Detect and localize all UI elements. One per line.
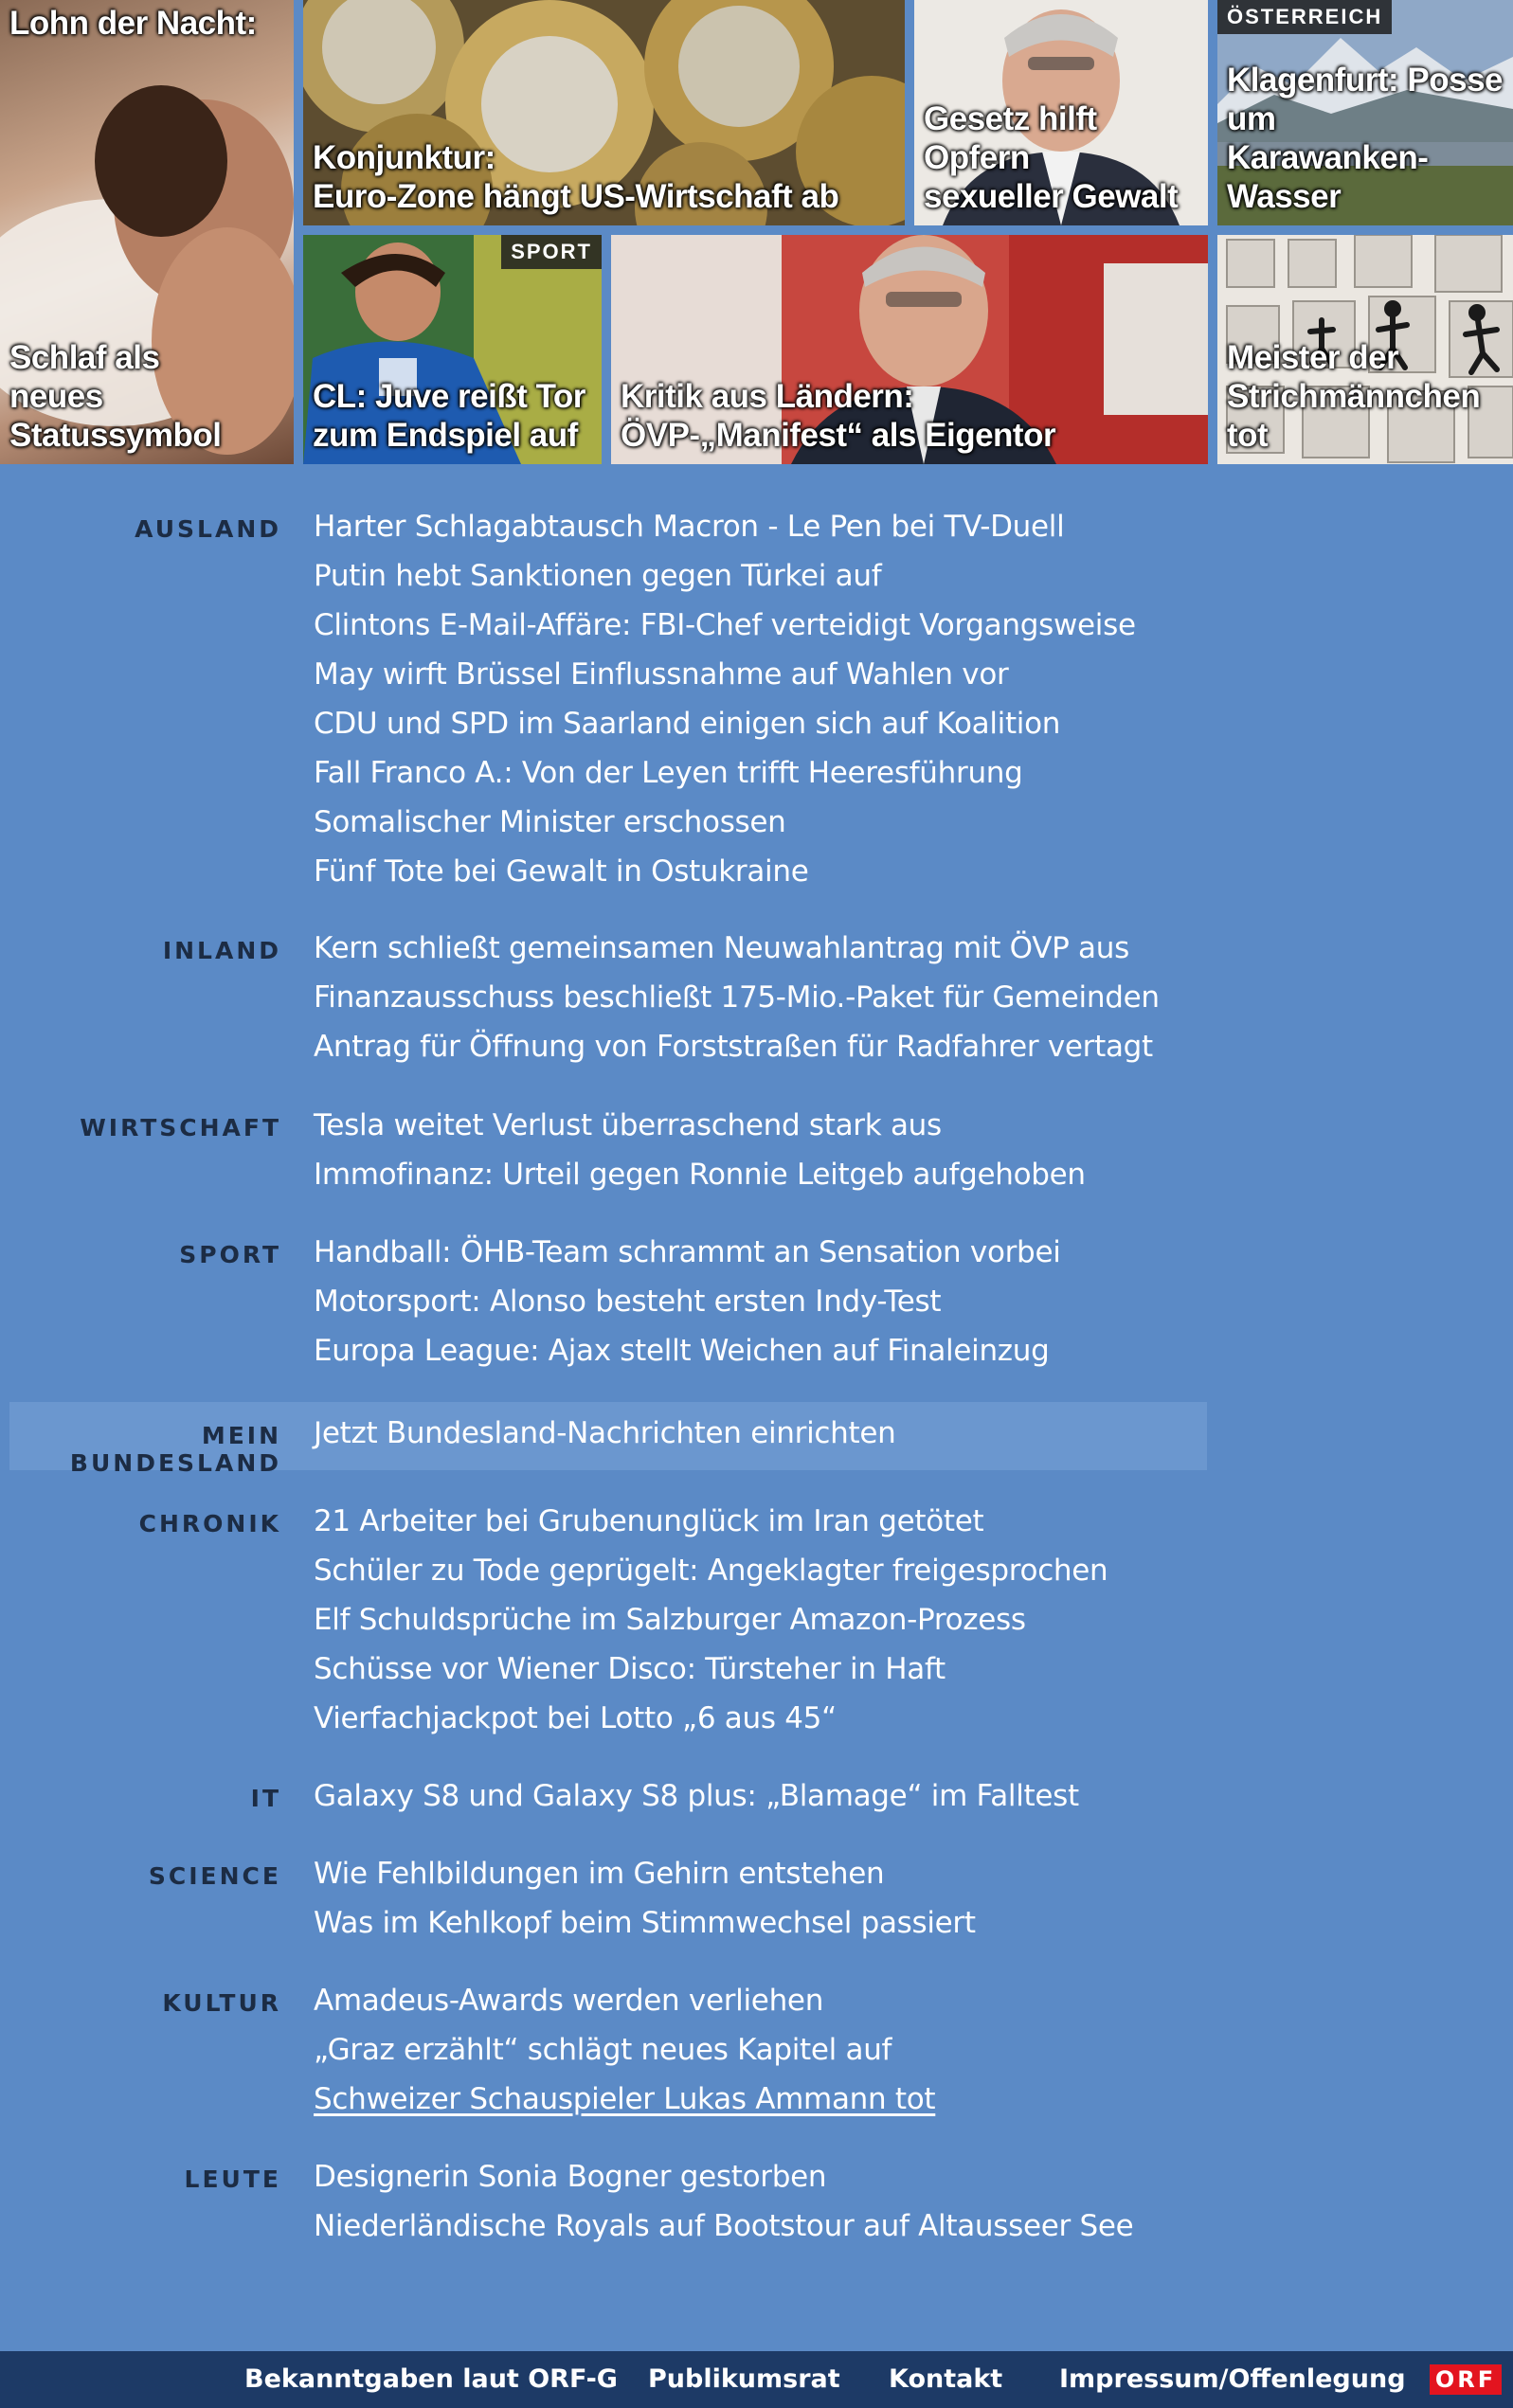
headline-link[interactable]: Schüler zu Tode geprügelt: Angeklagter freigesprochen bbox=[314, 1554, 1108, 1588]
headline-link[interactable]: Elf Schuldsprüche im Salzburger Amazon-Prozess bbox=[314, 1603, 1026, 1637]
section-category[interactable]: MEIN BUNDESLAND bbox=[69, 1422, 281, 1477]
footer-link-bekanntgaben[interactable]: Bekanntgaben laut ORF-G bbox=[244, 2364, 618, 2394]
headline-link[interactable]: Niederländische Royals auf Bootstour auf Altausseer See bbox=[314, 2209, 1134, 2243]
teaser-gesetz[interactable] bbox=[914, 0, 1208, 225]
headline-list bbox=[314, 502, 1136, 896]
footer-link-impressum[interactable]: Impressum/Offenlegung bbox=[1059, 2364, 1406, 2394]
teaser-strichmaennchen[interactable] bbox=[1217, 235, 1513, 464]
headline-list bbox=[314, 1976, 935, 2124]
headline-link[interactable]: Finanzausschuss beschließt 175-Mio.-Paket für Gemeinden bbox=[314, 980, 1160, 1015]
headline-list bbox=[314, 1101, 1086, 1199]
headline-link[interactable]: Was im Kehlkopf beim Stimmwechsel passiert bbox=[314, 1906, 976, 1940]
headline-link[interactable]: Tesla weitet Verlust überraschend stark aus bbox=[314, 1108, 942, 1142]
section-category[interactable]: SPORT bbox=[179, 1241, 281, 1268]
headline-link[interactable]: Jetzt Bundesland-Nachrichten einrichten bbox=[314, 1416, 896, 1450]
teaser-caption: Meister der Strichmännchen tot bbox=[1227, 339, 1481, 454]
teaser-caption: Kritik aus Ländern: ÖVP-„Manifest“ als Eigentor bbox=[621, 378, 1056, 454]
section-category[interactable]: IT bbox=[250, 1785, 281, 1812]
teaser-kritik[interactable] bbox=[611, 235, 1208, 464]
headline-link[interactable]: Somalischer Minister erschossen bbox=[314, 805, 786, 839]
headline-link[interactable]: Amadeus-Awards werden verliehen bbox=[314, 1984, 824, 2018]
section-category[interactable]: LEUTE bbox=[184, 2165, 281, 2193]
footer-link-publikumsrat[interactable]: Publikumsrat bbox=[648, 2364, 840, 2394]
headline-link[interactable]: 21 Arbeiter bei Grubenunglück im Iran getötet bbox=[314, 1504, 984, 1538]
headline-link[interactable]: „Graz erzählt“ schlägt neues Kapitel auf bbox=[314, 2033, 892, 2067]
headline-link[interactable]: Immofinanz: Urteil gegen Ronnie Leitgeb aufgehoben bbox=[314, 1158, 1086, 1192]
section-category[interactable]: SCIENCE bbox=[148, 1862, 281, 1890]
teaser-klagenfurt[interactable] bbox=[1217, 0, 1513, 225]
footer bbox=[0, 2351, 1513, 2408]
headline-link[interactable]: Handball: ÖHB-Team schrammt an Sensation vorbei bbox=[314, 1235, 1061, 1269]
teaser-caption: Klagenfurt: Posse um Karawanken-Wasser bbox=[1227, 62, 1503, 215]
headline-list bbox=[314, 1497, 1108, 1743]
headline-link[interactable]: Europa League: Ajax stellt Weichen auf Finaleinzug bbox=[314, 1334, 1050, 1368]
headline-list bbox=[314, 1409, 895, 1458]
headline-link[interactable]: Harter Schlagabtausch Macron - Le Pen bei TV-Duell bbox=[314, 510, 1065, 544]
teaser-caption: Schlaf als neues Statussymbol bbox=[9, 339, 222, 454]
footer-link-kontakt[interactable]: Kontakt bbox=[889, 2364, 1003, 2394]
headline-link[interactable]: CDU und SPD im Saarland einigen sich auf Koalition bbox=[314, 707, 1061, 741]
section-category[interactable]: INLAND bbox=[162, 937, 281, 964]
headline-link[interactable]: Designerin Sonia Bogner gestorben bbox=[314, 2160, 827, 2194]
headline-list bbox=[314, 1849, 976, 1948]
teaser-caption-top: Lohn der Nacht: bbox=[9, 5, 257, 42]
category-badge: SPORT bbox=[501, 235, 602, 269]
headline-list bbox=[314, 924, 1160, 1071]
headline-list bbox=[314, 2152, 1133, 2251]
headline-link[interactable]: Galaxy S8 und Galaxy S8 plus: „Blamage“ im Falltest bbox=[314, 1779, 1079, 1813]
teaser-caption: Gesetz hilft Opfern sexueller Gewalt bbox=[924, 100, 1179, 215]
headline-link[interactable]: Wie Fehlbildungen im Gehirn entstehen bbox=[314, 1857, 885, 1891]
headline-link[interactable]: Motorsport: Alonso besteht ersten Indy-Test bbox=[314, 1285, 942, 1319]
category-badge: ÖSTERREICH bbox=[1217, 0, 1392, 34]
section-category[interactable]: CHRONIK bbox=[138, 1510, 281, 1537]
section-category[interactable]: KULTUR bbox=[162, 1989, 281, 2017]
orf-logo[interactable]: ORF bbox=[1430, 2364, 1502, 2395]
teaser-caption: CL: Juve reißt Tor zum Endspiel auf bbox=[313, 378, 585, 454]
headline-link[interactable]: Schüsse vor Wiener Disco: Türsteher in Haft bbox=[314, 1652, 946, 1686]
teaser-konjunktur[interactable] bbox=[303, 0, 905, 225]
headline-link[interactable]: Kern schließt gemeinsamen Neuwahlantrag mit ÖVP aus bbox=[314, 931, 1129, 965]
headline-link[interactable]: May wirft Brüssel Einflussnahme auf Wahlen vor bbox=[314, 657, 1009, 692]
teaser-juve[interactable] bbox=[303, 235, 602, 464]
teaser-caption: Konjunktur: Euro-Zone hängt US-Wirtschaft ab bbox=[313, 139, 839, 215]
headline-list bbox=[314, 1228, 1061, 1375]
teaser-schlaf[interactable] bbox=[0, 0, 294, 464]
headline-link[interactable]: Schweizer Schauspieler Lukas Ammann tot bbox=[314, 2082, 936, 2116]
headline-link[interactable]: Antrag für Öffnung von Forststraßen für Radfahrer vertagt bbox=[314, 1030, 1153, 1064]
headline-list bbox=[314, 1771, 1079, 1821]
section-category[interactable]: WIRTSCHAFT bbox=[80, 1114, 281, 1141]
headline-link[interactable]: Putin hebt Sanktionen gegen Türkei auf bbox=[314, 559, 882, 593]
headline-link[interactable]: Fünf Tote bei Gewalt in Ostukraine bbox=[314, 854, 809, 889]
headline-link[interactable]: Clintons E-Mail-Affäre: FBI-Chef verteidigt Vorgangsweise bbox=[314, 608, 1136, 642]
section-category[interactable]: AUSLAND bbox=[135, 515, 281, 543]
headline-link[interactable]: Fall Franco A.: Von der Leyen trifft Heeresführung bbox=[314, 756, 1023, 790]
headline-link[interactable]: Vierfachjackpot bei Lotto „6 aus 45“ bbox=[314, 1701, 837, 1735]
